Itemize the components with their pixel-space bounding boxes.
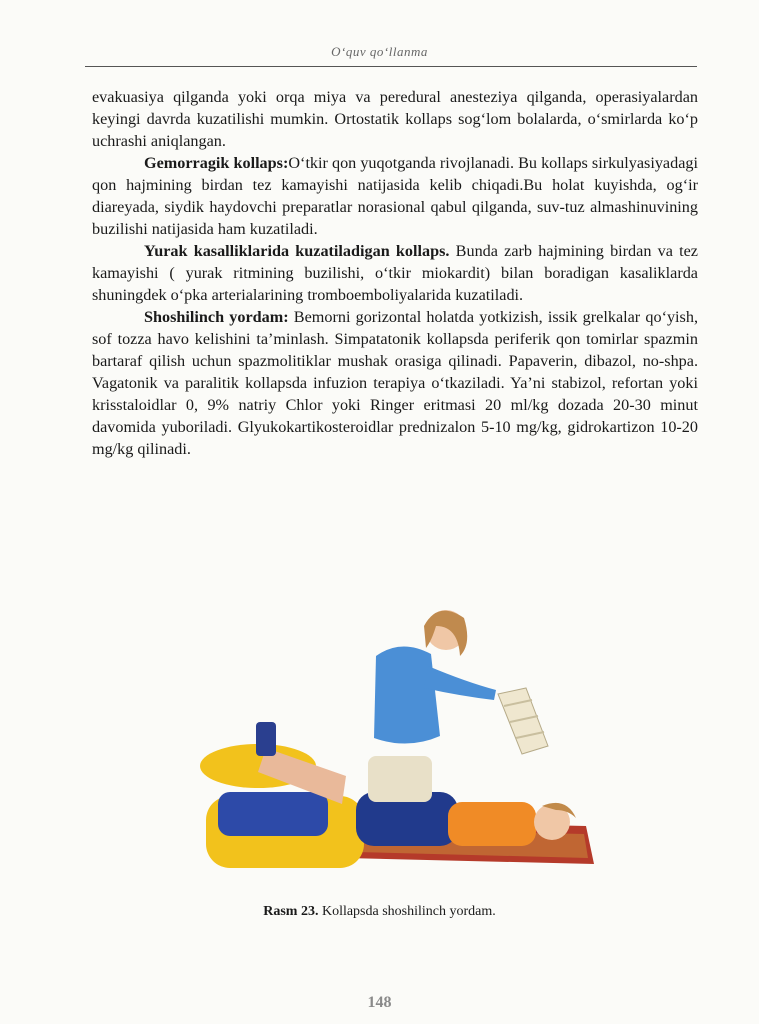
paragraph-heading: Gemorragik kollaps: <box>144 154 289 172</box>
patient-shirt <box>448 802 536 846</box>
paragraph-heading: Shoshilinch yordam: <box>144 308 289 326</box>
page-number: 148 <box>367 994 392 1011</box>
caption-text: Kollapsda shoshilinch yordam. <box>318 904 496 919</box>
running-header: O‘quv qo‘llanma <box>331 44 428 59</box>
paragraph-yurak <box>92 240 698 306</box>
header-divider <box>85 66 697 67</box>
body-text <box>92 86 698 460</box>
towel-bundle <box>498 688 548 754</box>
figure-caption <box>0 904 759 920</box>
paragraph-text: Bemorni gorizontal holatda yotkizish, issik grelkalar qo‘yish, sof tozza havo kelishini ta’minlash. Simpatatonik kollapsda periferik qon tomirlar spazmin bartaraf qilish uchun spazmolitiklar mushak orasiga qilinadi. Papaverin, dibazol, no-shpa. Vagatonik va paralitik kollapsda infuzion terapiya o‘tkaziladi. Ya’ni stabizol, refortan yoki krisstaloidlar 0, 9% natriy Chlor yoki Ringer eritmasi 20 ml/kg dozada 20-30 minut davomida yuboriladi. Glyukokartikosteroidlar prednizalon 5-10 mg/kg, gidrokartizon 10-20 mg/kg qilinadi. <box>92 308 698 458</box>
paragraph-ortostatik <box>92 86 698 152</box>
first-aid-photo <box>196 596 596 876</box>
paragraph-shoshilinch <box>92 306 698 460</box>
figure-illustration <box>196 596 596 876</box>
paragraph-heading: Yurak kasalliklarida kuzatiladigan kollaps. <box>144 242 450 260</box>
paragraph-text: Bunda zarb hajmining birdan va tez kamayishi ( yurak ritmining buzilishi, o‘tkir miokardit) bilan boradigan kasaliklarda shuningdek o‘pka arterialarining tromboemboliyalarida kuzatiladi. <box>92 242 698 304</box>
paragraph-text: evakuasiya qilganda yoki orqa miya va peredural anesteziya qilganda, operasiyalardan keyingi davrda kuzatilishi mumkin. Ortostatik kollaps sog‘lom bolalarda, o‘smirlarda ko‘p uchrashi aniqlangan. <box>92 88 698 150</box>
blue-pillow <box>218 792 328 836</box>
patient-foot <box>256 722 276 756</box>
helper-shirt <box>374 646 440 743</box>
helper-trousers <box>368 756 432 802</box>
caption-label: Rasm 23. <box>263 904 319 919</box>
paragraph-text: O‘tkir qon yuqotganda rivojlanadi. Bu kollaps sirkulyasiyadagi qon hajmining birdan tez kamayishi natijasida kelib chiqadi.Bu holat kuyishda, og‘ir diareyada, siydik haydovchi preparatlar norasional qabul qilganda, suv-tuz almashinuvining buzilishi natijasida ham kuzatiladi. <box>92 154 698 238</box>
paragraph-gemorragik <box>92 152 698 240</box>
